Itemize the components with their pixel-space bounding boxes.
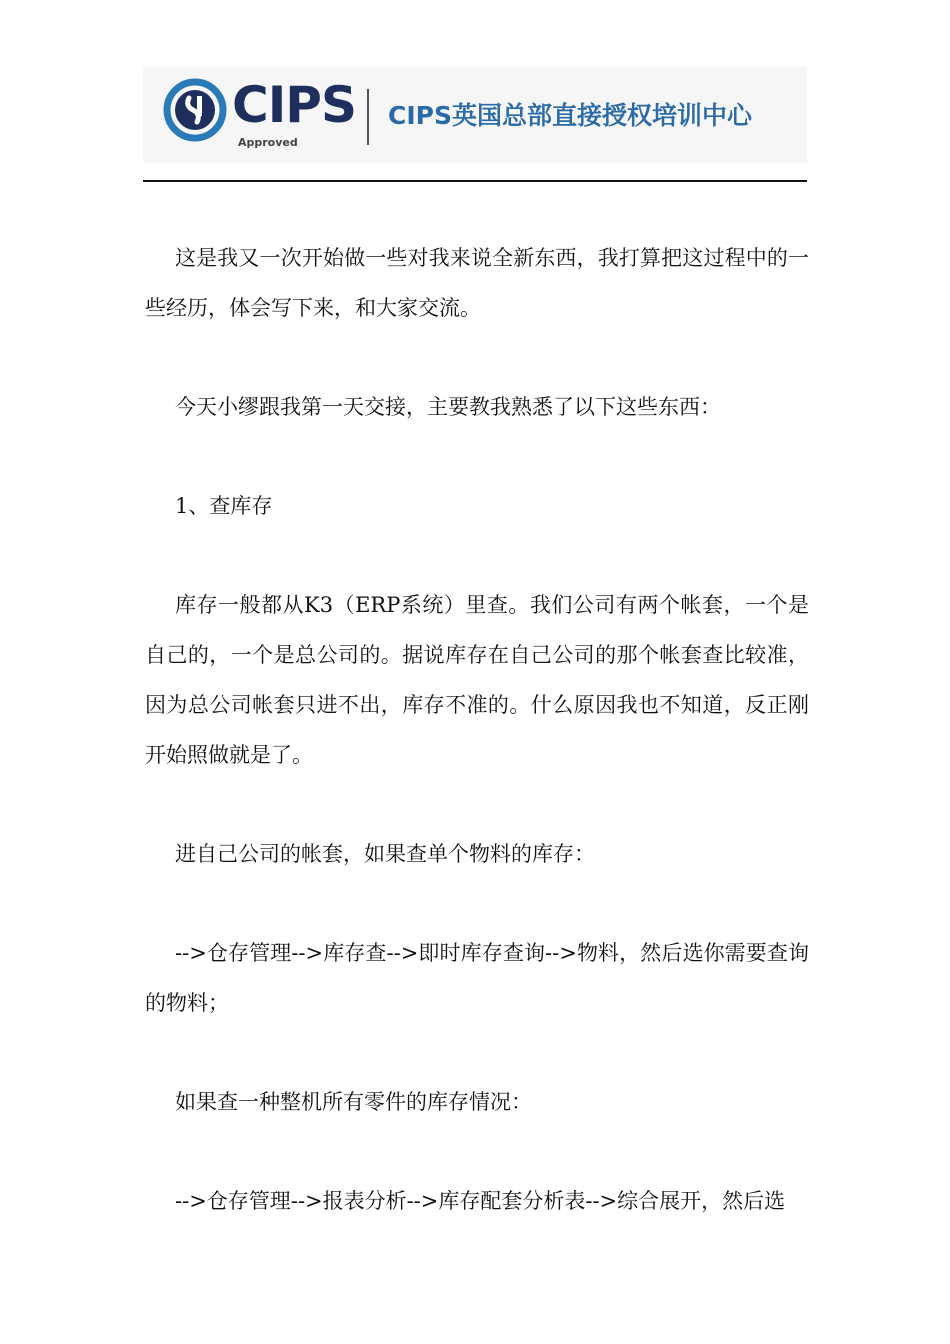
section-heading: 1、查库存 [175, 494, 273, 518]
paragraph: 如果查一种整机所有零件的库存情况： [175, 1090, 532, 1114]
document-body [145, 233, 809, 1226]
logo-divider [367, 89, 369, 145]
paragraph: -->仓存管理-->报表分析-->库存配套分析表-->综合展开，然后选 [175, 1189, 786, 1213]
paragraph: -->仓存管理-->库存查-->即时库存查询-->物料，然后选你需要查询的物料； [145, 941, 809, 1015]
logo-text: CIPS [232, 76, 356, 134]
paragraph: 今天小缪跟我第一天交接，主要教我熟悉了以下这些东西： [175, 395, 721, 419]
paragraph: 这是我又一次开始做一些对我来说全新东西，我打算把这过程中的一些经历，体会写下来，和大家交流。 [145, 246, 809, 320]
header-banner [143, 67, 807, 163]
paragraph: 库存一般都从K3（ERP系统）里查。我们公司有两个帐套，一个是自己的，一个是总公司的。据说库存在自己公司的那个帐套查比较准，因为总公司帐套只进不出，库存不准的。什么原因我也不知道，反正刚开始照做就是了。 [145, 593, 809, 767]
paragraph: 进自己公司的帐套，如果查单个物料的库存： [175, 842, 595, 866]
cips-logo-icon [163, 78, 227, 142]
logo-subtext: Approved [238, 136, 298, 149]
header-title: CIPS英国总部直接授权培训中心 [388, 101, 752, 130]
header-rule [143, 180, 807, 182]
